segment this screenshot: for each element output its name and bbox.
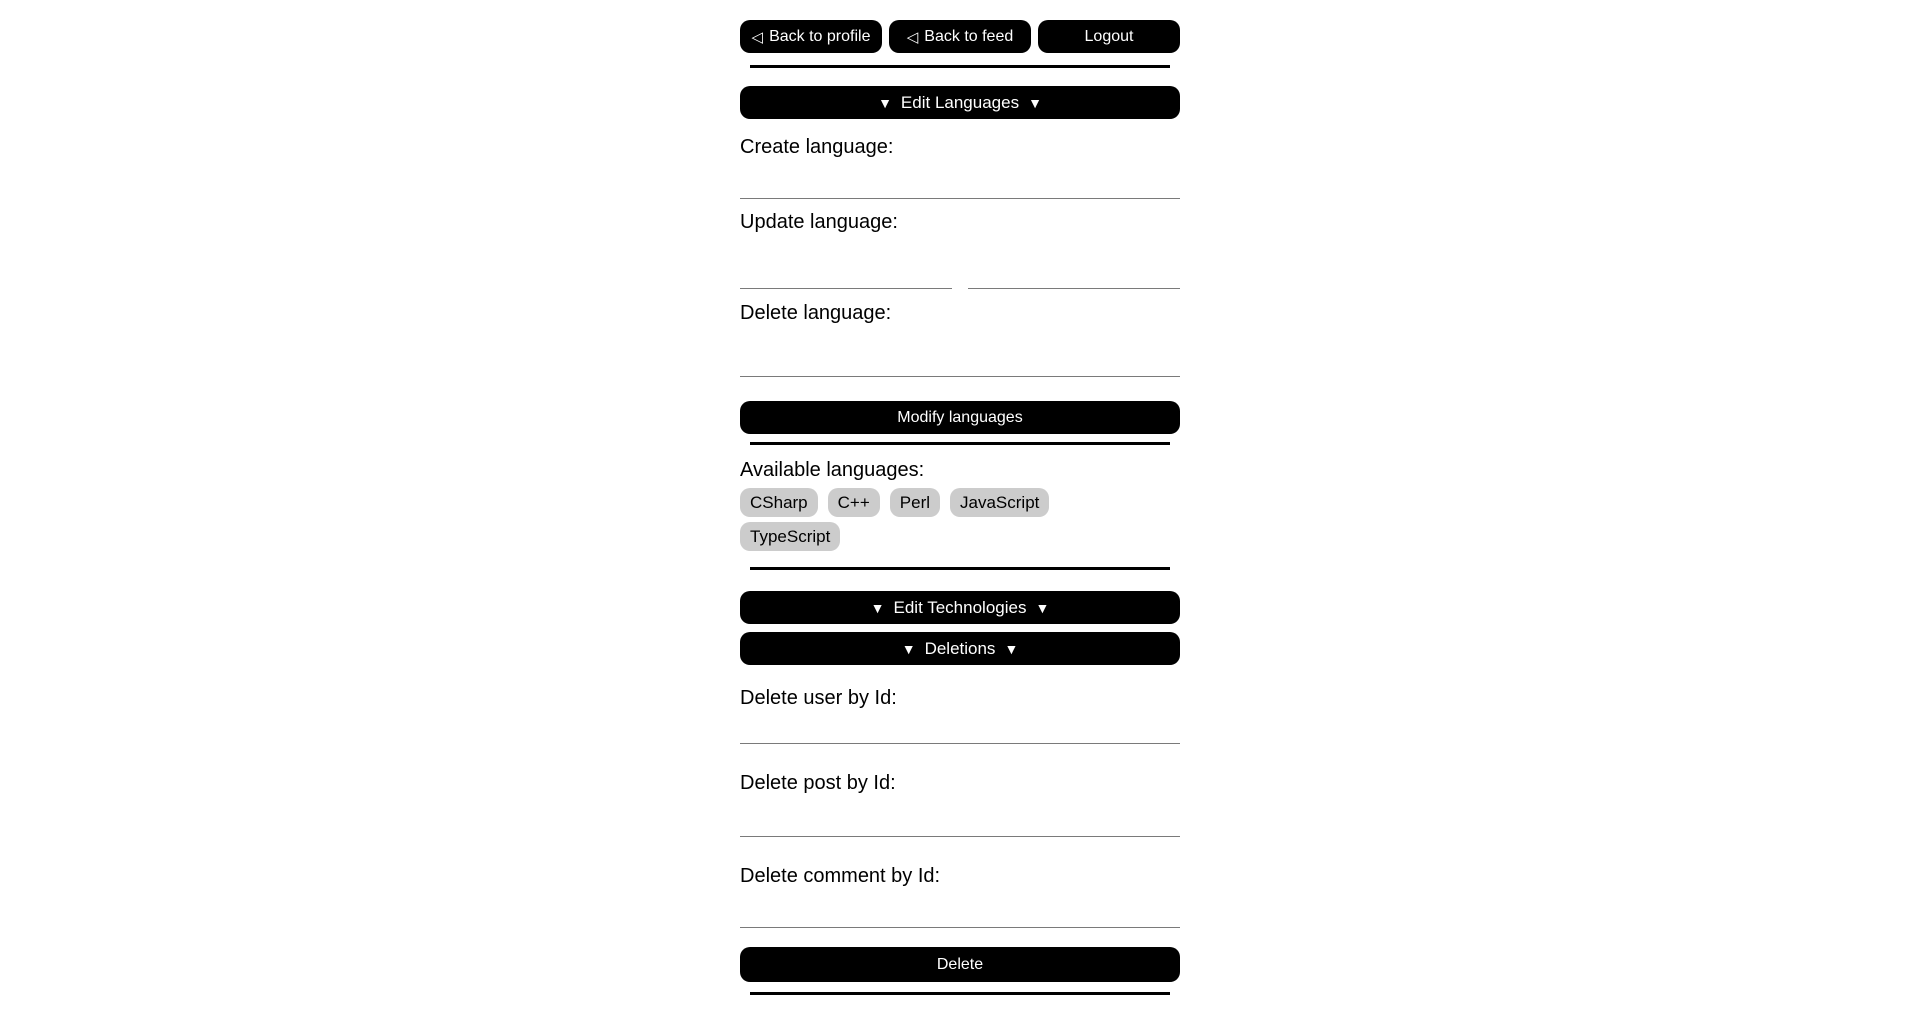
update-language-old-input[interactable] [740, 234, 952, 289]
delete-post-by-id-label: Delete post by Id: [740, 772, 896, 794]
back-to-feed-button[interactable] [889, 20, 1031, 53]
divider [750, 567, 1170, 570]
back-to-profile-button[interactable] [740, 20, 882, 53]
language-tag: C++ [828, 488, 880, 517]
divider [750, 65, 1170, 68]
create-language-input[interactable] [740, 159, 1180, 199]
language-tag: JavaScript [950, 488, 1049, 517]
modify-languages-button[interactable] [740, 401, 1180, 434]
delete-user-by-id-input[interactable] [740, 710, 1180, 744]
top-button-row [740, 20, 1180, 53]
edit-technologies-toggle[interactable] [740, 591, 1180, 624]
logout-button[interactable] [1038, 20, 1180, 53]
update-language-label: Update language: [740, 211, 898, 233]
delete-comment-by-id-label: Delete comment by Id: [740, 865, 941, 887]
back-triangle-icon: ◁ [751, 28, 764, 46]
edit-technologies-label: Edit Technologies [893, 597, 1027, 617]
update-language-new-input[interactable] [968, 234, 1180, 289]
edit-languages-label: Edit Languages [900, 92, 1020, 112]
chevron-down-icon: ▼ [1028, 94, 1042, 111]
language-tag: TypeScript [740, 522, 840, 551]
divider [750, 442, 1170, 445]
back-to-profile-label: Back to profile [769, 27, 871, 45]
edit-languages-toggle[interactable] [740, 86, 1180, 119]
language-tag: Perl [890, 488, 940, 517]
back-triangle-icon: ◁ [906, 28, 919, 46]
delete-button-label: Delete [936, 955, 984, 973]
chevron-down-icon: ▼ [901, 640, 916, 657]
available-languages-list [740, 488, 1100, 551]
chevron-down-icon: ▼ [1004, 640, 1019, 657]
back-to-feed-label: Back to feed [924, 27, 1014, 45]
delete-language-label: Delete language: [740, 302, 892, 324]
delete-button[interactable] [740, 947, 1180, 982]
deletions-toggle[interactable] [740, 632, 1180, 665]
language-tag: CSharp [740, 488, 818, 517]
divider [750, 992, 1170, 995]
deletions-label: Deletions [924, 638, 996, 658]
available-languages-label: Available languages: [740, 459, 925, 481]
delete-user-by-id-label: Delete user by Id: [740, 687, 897, 709]
admin-panel [740, 0, 1180, 995]
chevron-down-icon: ▼ [878, 94, 892, 111]
create-language-label: Create language: [740, 136, 894, 158]
delete-post-by-id-input[interactable] [740, 795, 1180, 837]
logout-label: Logout [1084, 27, 1134, 45]
delete-comment-by-id-input[interactable] [740, 888, 1180, 928]
update-language-inputs [740, 234, 1180, 289]
chevron-down-icon: ▼ [870, 599, 885, 616]
chevron-down-icon: ▼ [1035, 599, 1050, 616]
modify-languages-label: Modify languages [897, 408, 1023, 426]
delete-language-input[interactable] [740, 325, 1180, 377]
